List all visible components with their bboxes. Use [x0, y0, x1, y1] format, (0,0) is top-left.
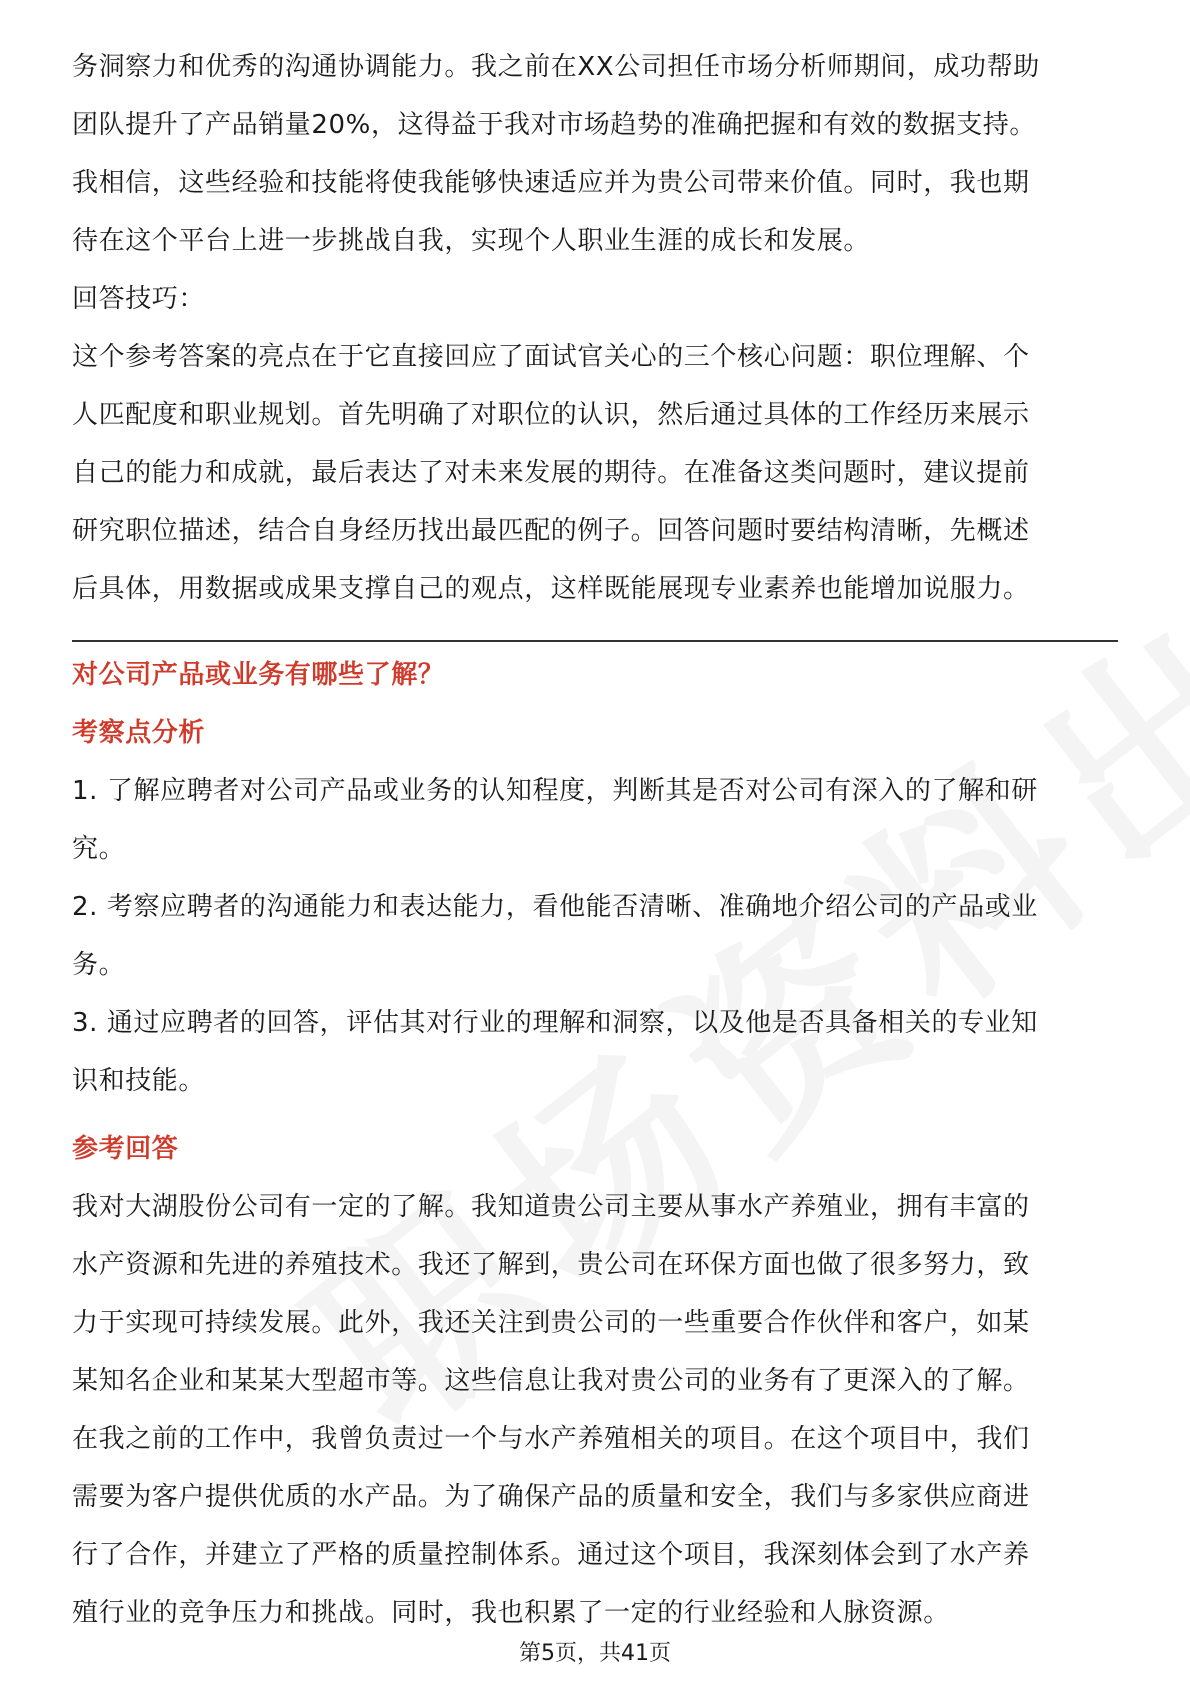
paragraph-line: 殖行业的竞争压力和挑战。同时，我也积累了一定的行业经验和人脉资源。 — [72, 1598, 950, 1628]
paragraph-line: 水产资源和先进的养殖技术。我还了解到，贵公司在环保方面也做了很多努力，致 — [72, 1250, 1030, 1280]
paragraph-line: 后具体，用数据或成果支撑自己的观点，这样既能展现专业素养也能增加说服力。 — [72, 574, 1030, 604]
paragraph-line: 某知名企业和某某大型超市等。这些信息让我对贵公司的业务有了更深入的了解。 — [72, 1366, 1030, 1396]
section-divider — [72, 640, 1118, 642]
answer-paragraph — [72, 1178, 1118, 1642]
list-item: 2. 考察应聘者的沟通能力和表达能力，看他能否清晰、准确地介绍公司的产品或业 — [72, 892, 1038, 922]
document-page — [72, 38, 1118, 1642]
paragraph-line: 待在这个平台上进一步挑战自我，实现个人职业生涯的成长和发展。 — [72, 226, 871, 256]
question-title: 对公司产品或业务有哪些了解？ — [72, 660, 445, 690]
paragraph-line: 研究职位描述，结合自身经历找出最匹配的例子。回答问题时要结构清晰，先概述 — [72, 516, 1030, 546]
paragraph-line: 人匹配度和职业规划。首先明确了对职位的认识，然后通过具体的工作经历来展示 — [72, 400, 1030, 430]
intro-paragraph — [72, 38, 1118, 270]
analysis-heading: 考察点分析 — [72, 718, 206, 748]
paragraph-line: 在我之前的工作中，我曾负责过一个与水产养殖相关的项目。在这个项目中，我们 — [72, 1424, 1030, 1454]
paragraph-line: 务洞察力和优秀的沟通协调能力。我之前在XX公司担任市场分析师期间，成功帮助 — [72, 52, 1040, 82]
paragraph-line: 团队提升了产品销量20%，这得益于我对市场趋势的准确把握和有效的数据支持。 — [72, 110, 1036, 140]
paragraph-line: 需要为客户提供优质的水产品。为了确保产品的质量和安全，我们与多家供应商进 — [72, 1482, 1030, 1512]
paragraph-line: 我相信，这些经验和技能将使我能够快速适应并为贵公司带来价值。同时，我也期 — [72, 168, 1030, 198]
paragraph-line: 我对大湖股份公司有一定的了解。我知道贵公司主要从事水产养殖业，拥有丰富的 — [72, 1192, 1030, 1222]
list-item-continuation: 识和技能。 — [72, 1066, 206, 1096]
answer-heading: 参考回答 — [72, 1134, 179, 1164]
list-item: 1. 了解应聘者对公司产品或业务的认知程度，判断其是否对公司有深入的了解和研 — [72, 776, 1038, 806]
list-item-continuation: 究。 — [72, 834, 126, 864]
page-number: 第5页，共41页 — [519, 1641, 671, 1666]
paragraph-line: 力于实现可持续发展。此外，我还关注到贵公司的一些重要合作伙伴和客户，如某 — [72, 1308, 1030, 1338]
paragraph-line: 这个参考答案的亮点在于它直接回应了面试官关心的三个核心问题：职位理解、个 — [72, 342, 1030, 372]
tips-label: 回答技巧： — [72, 284, 206, 314]
list-item-continuation: 务。 — [72, 950, 126, 980]
paragraph-line: 自己的能力和成就，最后表达了对未来发展的期待。在准备这类问题时，建议提前 — [72, 458, 1030, 488]
paragraph-line: 行了合作，并建立了严格的质量控制体系。通过这个项目，我深刻体会到了水产养 — [72, 1540, 1030, 1570]
analysis-list — [72, 762, 1118, 1110]
list-item: 3. 通过应聘者的回答，评估其对行业的理解和洞察，以及他是否具备相关的专业知 — [72, 1008, 1038, 1038]
tips-paragraph — [72, 328, 1118, 618]
